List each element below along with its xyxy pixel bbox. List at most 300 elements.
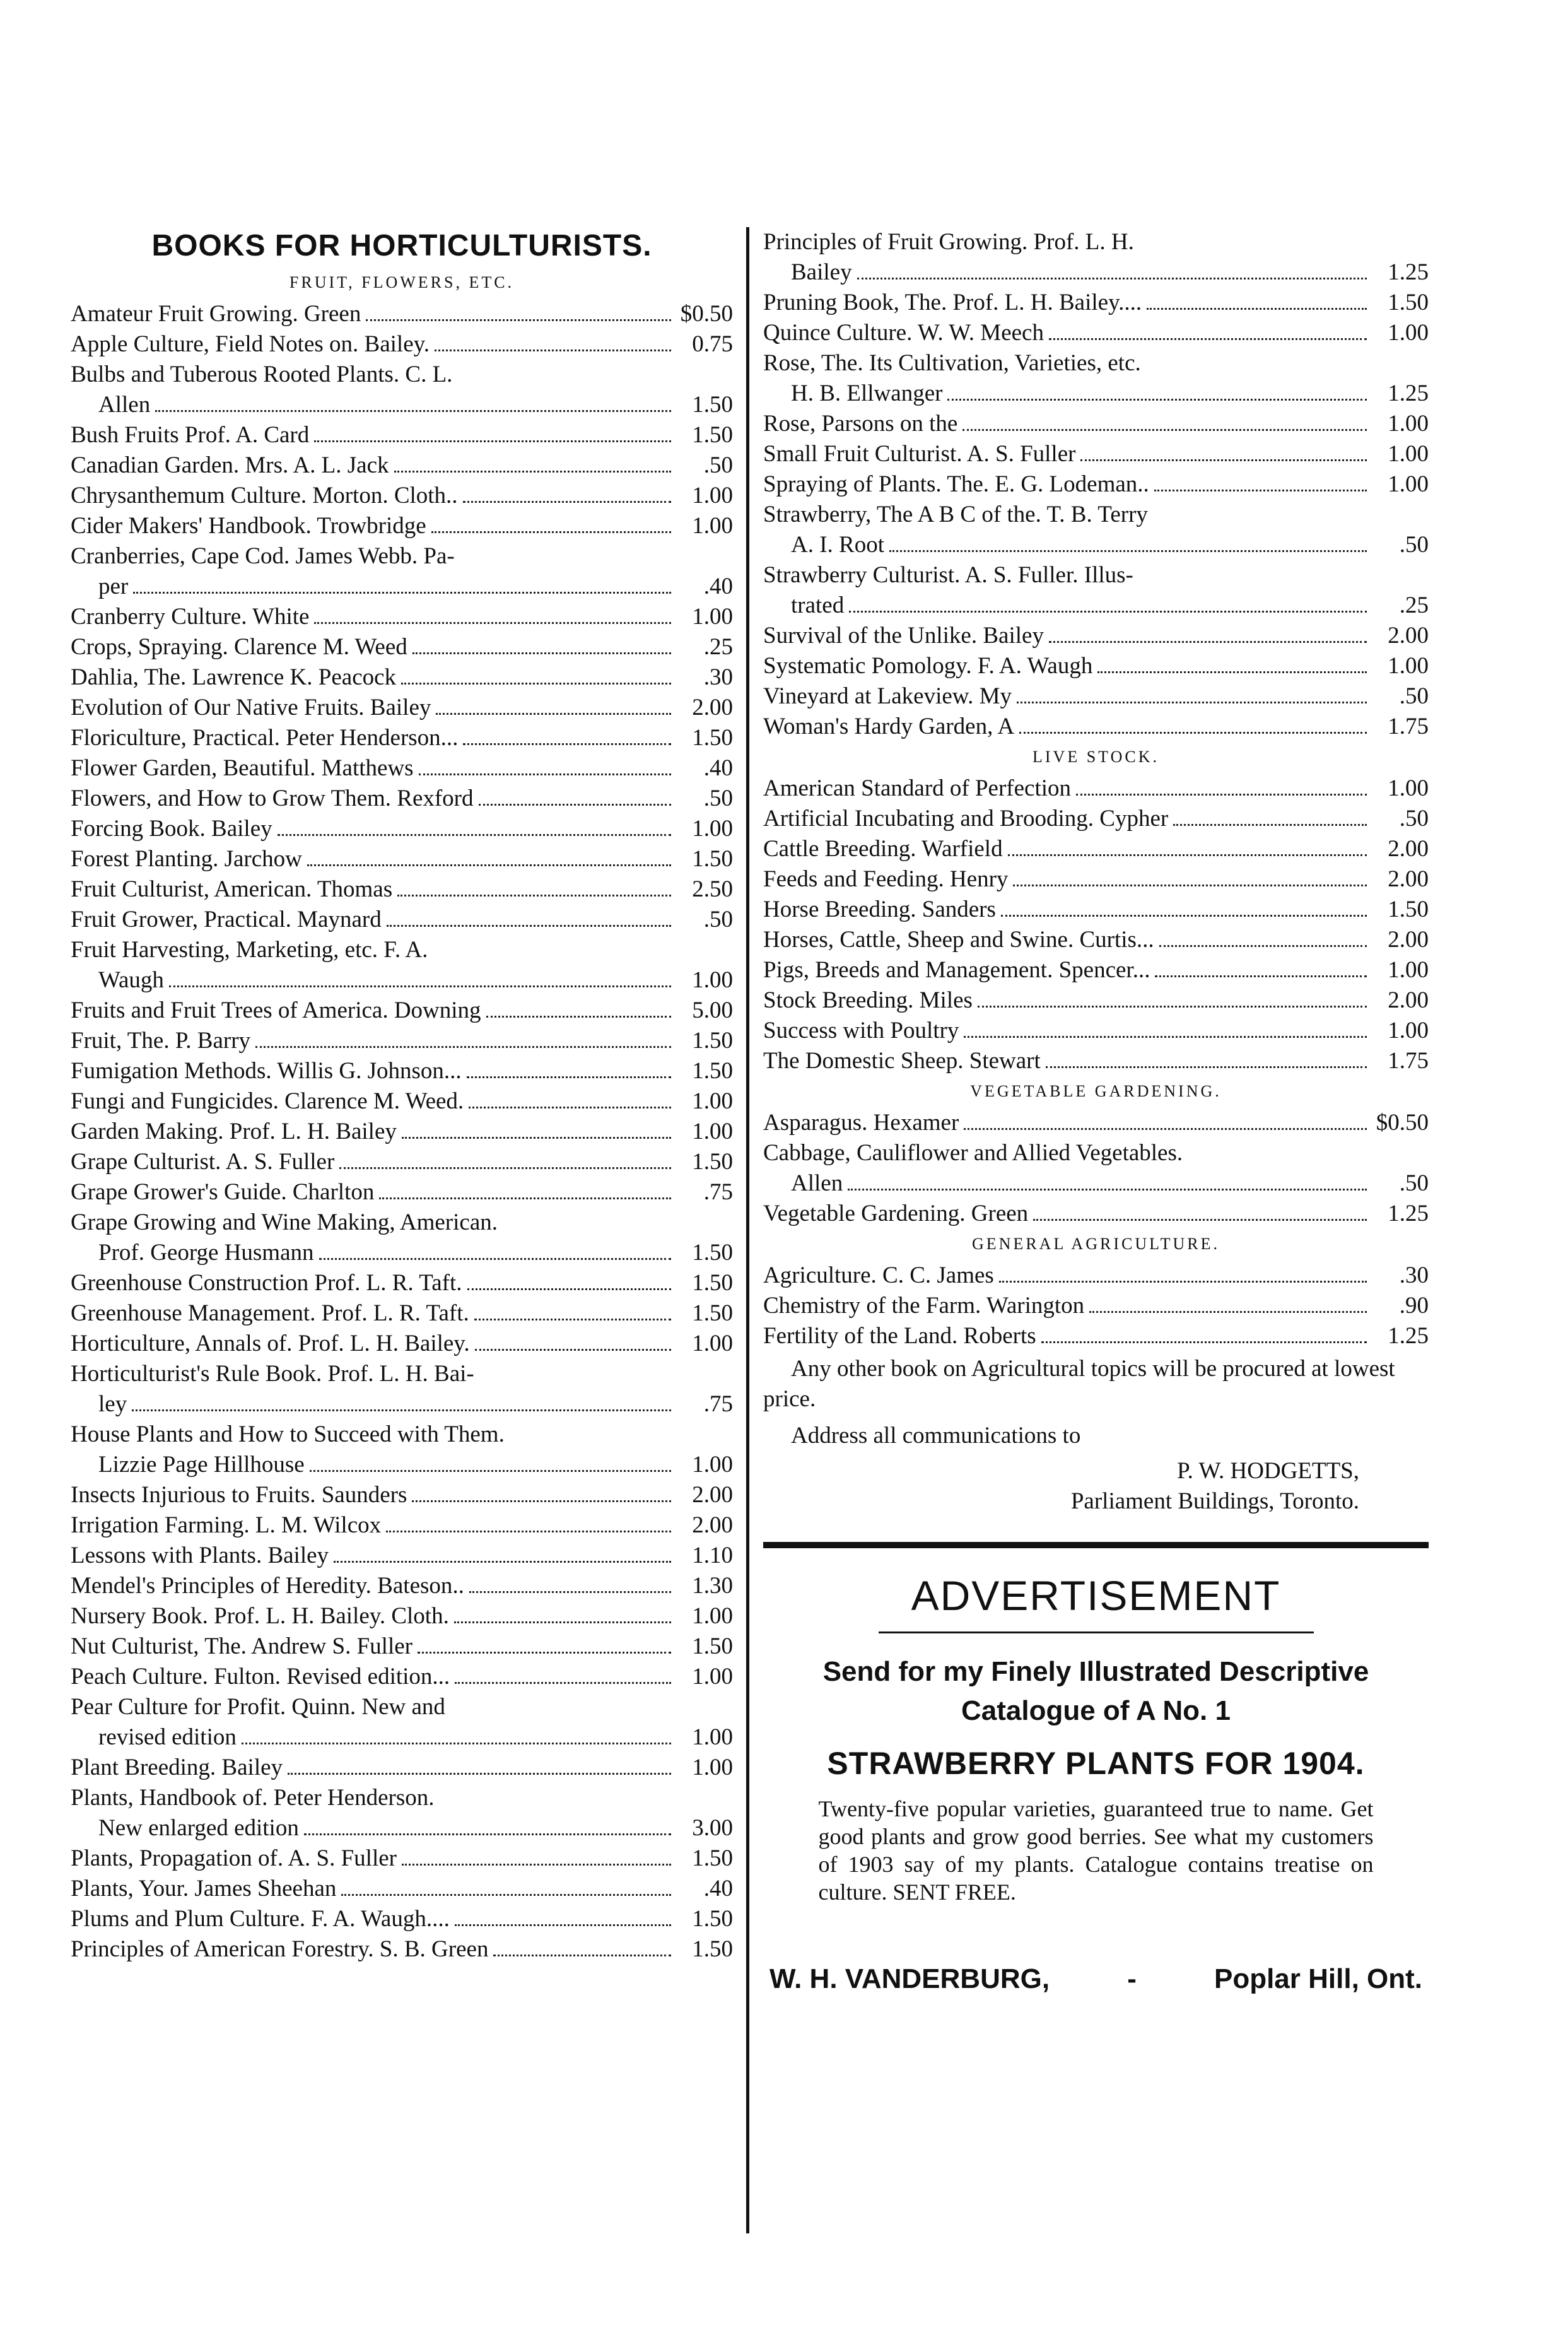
dot-leader [999,1281,1367,1283]
book-title: Rose, The. Its Cultivation, Varieties, etc. [763,350,1141,376]
dot-leader [1159,945,1367,947]
dot-leader [1097,671,1367,673]
book-price: 1.00 [1388,320,1429,346]
book-price: 1.50 [692,1633,733,1659]
book-title: Fungi and Fungicides. Clarence M. Weed. [71,1088,464,1114]
book-title: Pruning Book, The. Prof. L. H. Bailey.... [763,290,1142,315]
book-entry [763,288,1429,318]
book-price: .50 [703,452,733,478]
book-entry [763,1199,1429,1229]
advertiser-signature [763,1964,1429,1994]
book-entry [763,1016,1429,1046]
dot-leader [1033,1219,1367,1221]
book-entry [763,1108,1429,1138]
book-title: Horticulturist's Rule Book. Prof. L. H. Bai- [71,1361,474,1387]
book-entry [71,1086,733,1117]
book-price: 2.00 [692,695,733,720]
dot-leader [1013,885,1367,886]
book-title: Dahlia, The. Lawrence K. Peacock [71,664,397,690]
dot-leader [947,399,1367,401]
book-title: Greenhouse Management. Prof. L. R. Taft. [71,1300,469,1326]
book-entry [763,804,1429,834]
section-divider [763,1542,1429,1548]
book-price: 1.00 [692,513,733,539]
advertisement-body: Twenty-five popular varieties, guaranteed true to name. Get good plants and grow good berries. See what my customers of 1903 say of my plants. Catalogue contains treatise on culture. SENT FREE. [818,1796,1374,1905]
book-title: Crops, Spraying. Clarence M. Weed [71,634,407,660]
book-title: Vineyard at Lakeview. My [763,683,1012,709]
book-title: Fertility of the Land. Roberts [763,1323,1036,1349]
book-title: Fruit Grower, Practical. Maynard [71,907,382,932]
book-title: Principles of Fruit Growing. Prof. L. H. [763,229,1134,255]
book-price: 1.00 [692,1664,733,1690]
dot-leader [1155,975,1367,977]
book-title: Pear Culture for Profit. Quinn. New and [71,1694,445,1720]
book-price: 1.50 [1388,290,1429,315]
book-price: 1.25 [1388,1323,1429,1349]
dot-leader [304,1833,671,1835]
book-entry [71,1329,733,1359]
book-title: Horticulture, Annals of. Prof. L. H. Bailey. [71,1331,470,1356]
dot-leader [394,471,671,473]
dot-leader [1049,641,1367,643]
book-price: 1.50 [692,1058,733,1084]
book-price: .25 [1399,592,1429,618]
dot-leader [155,410,671,412]
book-entry [71,996,733,1026]
book-title: Small Fruit Culturist. A. S. Fuller [763,441,1076,467]
book-title-continuation-line [71,572,733,602]
dot-leader [857,278,1367,279]
book-title: Strawberry, The A B C of the. T. B. Terry [763,502,1148,527]
book-entry [71,632,733,662]
book-price: 1.30 [692,1573,733,1599]
book-entry [71,360,733,420]
book-title-continuation: Bailey [791,259,852,285]
book-entry [763,439,1429,469]
section-heading-vegetable-gardening: VEGETABLE GARDENING. [970,1082,1222,1100]
book-title: Forest Planting. Jarchow [71,846,302,872]
book-entry [71,1783,733,1843]
advertiser-name: W. H. VANDERBURG, [769,1963,1050,1994]
book-title-continuation: New enlarged edition [98,1815,299,1841]
book-entry [763,1046,1429,1076]
book-list-general-agriculture [763,1261,1429,1351]
book-entry [763,1291,1429,1321]
book-title: Cranberries, Cape Cod. James Webb. Pa- [71,543,455,569]
book-price: 1.00 [1388,411,1429,437]
book-title: Grape Growing and Wine Making, American. [71,1209,498,1235]
dot-leader [479,804,671,806]
book-title: Flower Garden, Beautiful. Matthews [71,755,414,781]
book-price: 1.25 [1388,1201,1429,1226]
dot-leader [278,834,671,836]
dot-leader [848,1189,1367,1191]
book-title-continuation: Allen [98,392,151,418]
dot-leader [463,501,671,503]
book-title: Nursery Book. Prof. L. H. Bailey. Cloth. [71,1603,449,1629]
book-title: Horses, Cattle, Sheep and Swine. Curtis... [763,927,1154,953]
book-title: Survival of the Unlike. Bailey [763,623,1044,649]
book-price: 0.75 [692,331,733,357]
book-entry [763,864,1429,895]
book-entry [71,1420,733,1480]
publisher-signature [763,1456,1429,1517]
book-entry [71,662,733,693]
book-entry [71,1510,733,1541]
dot-leader [401,683,671,685]
book-title: Principles of American Forestry. S. B. Green [71,1936,489,1962]
dot-leader [133,592,671,594]
book-title-continuation-line [763,530,1429,560]
dot-leader [474,1319,671,1320]
book-price: 1.50 [692,1240,733,1266]
book-price: 1.50 [692,846,733,872]
book-title: Chrysanthemum Culture. Morton. Cloth.. [71,483,458,509]
book-entry [71,1571,733,1601]
section-heading-fruit-flowers: FRUIT, FLOWERS, ETC. [289,273,515,291]
book-title: Canadian Garden. Mrs. A. L. Jack [71,452,389,478]
book-price: 1.00 [692,1088,733,1114]
dot-leader [379,1197,671,1199]
book-entry [71,511,733,541]
dot-leader [310,1470,671,1472]
book-price: 1.00 [692,1452,733,1478]
book-title-continuation: Prof. George Husmann [98,1240,314,1266]
book-entry [71,1541,733,1571]
book-title: Cattle Breeding. Warfield [763,836,1003,862]
book-entry [763,469,1429,500]
dot-leader [1154,490,1367,491]
dot-leader [319,1258,671,1260]
book-entry [763,985,1429,1016]
book-title: Chemistry of the Farm. Warington [763,1293,1085,1319]
book-entry [763,227,1429,288]
book-title: Amateur Fruit Growing. Green [71,301,361,327]
book-title-continuation: trated [791,592,845,618]
book-title: Woman's Hardy Garden, A [763,714,1015,739]
book-entry [71,1117,733,1147]
book-price: 1.00 [692,483,733,509]
dot-leader [964,1036,1367,1038]
book-price: 1.75 [1388,1048,1429,1074]
book-entry [71,1904,733,1934]
dot-leader [1049,338,1367,340]
book-entry [763,834,1429,864]
section-heading-live-stock: LIVE STOCK. [1033,748,1159,766]
dot-leader [455,1924,671,1926]
section-heading-general-agriculture: GENERAL AGRICULTURE. [972,1235,1220,1253]
book-entry [71,1208,733,1268]
dot-leader [288,1773,671,1775]
book-title-continuation: revised edition [98,1724,237,1750]
book-title-continuation: H. B. Ellwanger [791,380,943,406]
book-entry [763,925,1429,955]
book-price: 2.00 [1388,623,1429,649]
dot-leader [1076,794,1367,796]
book-title: Peach Culture. Fulton. Revised edition... [71,1664,450,1690]
dot-leader [454,1621,671,1623]
dot-leader [339,1167,671,1169]
book-price: 5.00 [692,997,733,1023]
signature-name: P. W. HODGETTS, [1177,1458,1359,1484]
dot-leader [307,864,671,866]
book-entry [763,712,1429,742]
book-title-continuation-line [71,965,733,996]
dot-leader [469,1591,671,1593]
book-title: American Standard of Perfection [763,775,1072,801]
book-price: .50 [703,907,733,932]
signature-address: Parliament Buildings, Toronto. [1070,1488,1359,1514]
book-title: Strawberry Culturist. A. S. Fuller. Illus- [763,562,1133,588]
advertisement-headline-2: Catalogue of A No. 1 [961,1695,1231,1726]
dot-leader [169,985,671,987]
book-title-continuation-line [71,390,733,420]
book-title: Cabbage, Cauliflower and Allied Vegetables. [763,1140,1183,1166]
book-title-continuation-line [71,1450,733,1480]
book-entry [763,1321,1429,1351]
book-title: Systematic Pomology. F. A. Waugh [763,653,1093,679]
book-price: 1.00 [1388,1018,1429,1044]
book-price: 1.00 [1388,471,1429,497]
book-title: The Domestic Sheep. Stewart [763,1048,1041,1074]
book-title: Fruit Culturist, American. Thomas [71,876,393,902]
book-price: 1.00 [692,604,733,630]
book-price: 1.00 [692,967,733,993]
book-price: 2.00 [1388,836,1429,862]
dot-leader [431,531,671,533]
book-title: Nut Culturist, The. Andrew S. Fuller [71,1633,412,1659]
book-entry [71,1874,733,1904]
dot-leader [314,440,671,442]
book-price: 1.00 [1388,441,1429,467]
book-title: Plant Breeding. Bailey [71,1755,283,1780]
book-title-continuation: Waugh [98,967,164,993]
book-price: 2.50 [692,876,733,902]
book-entry [71,905,733,935]
book-entry [71,1147,733,1177]
book-entry [71,1177,733,1208]
book-entry [71,1298,733,1329]
dot-leader [412,652,671,654]
book-title: Bush Fruits Prof. A. Card [71,422,310,448]
book-title: Feeds and Feeding. Henry [763,866,1009,892]
dot-leader [978,1006,1367,1008]
book-entry [71,481,733,511]
dot-leader [1019,732,1367,734]
book-price: .50 [1399,683,1429,709]
book-title: Cider Makers' Handbook. Trowbridge [71,513,426,539]
dot-leader [467,1076,671,1078]
book-title: Stock Breeding. Miles [763,987,973,1013]
book-title: Irrigation Farming. L. M. Wilcox [71,1512,382,1538]
book-entry [763,681,1429,712]
book-title: Lessons with Plants. Bailey [71,1543,329,1568]
book-title: Grape Culturist. A. S. Fuller [71,1149,335,1175]
dot-leader [493,1955,671,1956]
dot-leader [1008,854,1367,856]
dot-leader [469,1107,671,1108]
book-title: Vegetable Gardening. Green [763,1201,1029,1226]
book-price: 2.00 [1388,927,1429,953]
column-divider [746,227,749,2233]
book-title: Fruit, The. P. Barry [71,1028,251,1054]
book-title: Fumigation Methods. Willis G. Johnson... [71,1058,462,1084]
book-price: 1.00 [692,1724,733,1750]
book-title: Success with Poultry [763,1018,959,1044]
book-title: Plants, Your. James Sheehan [71,1876,337,1902]
book-price: 1.25 [1388,259,1429,285]
book-price: .25 [703,634,733,660]
book-entry [71,1843,733,1874]
book-price: 1.50 [692,1028,733,1054]
book-entry [763,651,1429,681]
book-entry [71,1056,733,1086]
dot-leader [964,1128,1367,1130]
dot-leader [1001,915,1367,917]
advertiser-location: Poplar Hill, Ont. [1214,1963,1422,1994]
dot-leader [387,925,671,927]
book-price: .50 [1399,806,1429,832]
dot-leader [341,1894,671,1896]
book-title-continuation-line [71,1722,733,1753]
book-price: .30 [703,664,733,690]
book-entry [71,1662,733,1692]
book-price: .75 [703,1391,733,1417]
book-entry [71,1934,733,1965]
book-title: Insects Injurious to Fruits. Saunders [71,1482,407,1508]
book-price: 1.00 [692,1755,733,1780]
book-entry [71,1601,733,1632]
right-column [763,227,1429,1994]
book-price: 1.75 [1388,714,1429,739]
book-price: 1.10 [692,1543,733,1568]
book-price: 2.00 [692,1512,733,1538]
book-title: Apple Culture, Field Notes on. Bailey. [71,331,430,357]
book-title: Forcing Book. Bailey [71,816,272,842]
book-title-continuation-line [763,1168,1429,1199]
book-price: .50 [703,785,733,811]
book-title: Grape Grower's Guide. Charlton [71,1179,375,1205]
book-title-continuation-line [763,257,1429,288]
book-entry [763,560,1429,621]
book-price: .30 [1399,1262,1429,1288]
book-title: Fruit Harvesting, Marketing, etc. F. A. [71,937,428,963]
book-title: Plums and Plum Culture. F. A. Waugh.... [71,1906,450,1932]
book-entry [71,784,733,814]
book-price: .40 [703,573,733,599]
book-title: Evolution of Our Native Fruits. Bailey [71,695,431,720]
book-title: Bulbs and Tuberous Rooted Plants. C. L. [71,362,453,387]
advertiser-separator: - [1127,1963,1137,1994]
book-price: 1.50 [1388,897,1429,922]
book-price: .50 [1399,1170,1429,1196]
book-price: .40 [703,755,733,781]
dot-leader [849,611,1367,613]
book-price: 1.00 [1388,957,1429,983]
dot-leader [1173,824,1367,826]
dot-leader [419,773,671,775]
book-entry [71,753,733,784]
dot-leader [366,319,671,321]
book-entry [71,329,733,360]
book-list-fruit-continued [763,227,1429,742]
book-title: Horse Breeding. Sanders [763,897,996,922]
dot-leader [1046,1066,1367,1068]
book-title: Quince Culture. W. W. Meech [763,320,1044,346]
book-price: 1.50 [692,1300,733,1326]
book-price: 1.00 [1388,775,1429,801]
book-entry [71,1359,733,1420]
dot-leader [386,1531,671,1532]
book-title-continuation: per [98,573,129,599]
advertisement-title-underline [879,1632,1314,1633]
book-price: 1.50 [692,422,733,448]
dot-leader [435,350,671,351]
left-column [71,227,733,1965]
book-title: Asparagus. Hexamer [763,1110,959,1136]
page-title: BOOKS FOR HORTICULTURISTS. [151,229,652,262]
book-entry [71,450,733,481]
book-title-continuation: Lizzie Page Hillhouse [98,1452,305,1478]
dot-leader [255,1046,671,1048]
dot-leader [1017,702,1367,703]
book-entry [71,723,733,753]
dot-leader [475,1349,671,1351]
book-entry [763,409,1429,439]
book-entry [763,500,1429,560]
book-entry [71,935,733,996]
book-price: 1.25 [1388,380,1429,406]
book-title-continuation-line [763,379,1429,409]
book-price: 1.50 [692,1270,733,1296]
dot-leader [467,1288,672,1290]
book-entry [71,1692,733,1753]
book-entry [71,1026,733,1056]
book-entry [763,1261,1429,1291]
book-list-vegetable-gardening [763,1108,1429,1229]
book-entry [763,318,1429,348]
book-price: 2.00 [692,1482,733,1508]
dot-leader [436,713,671,715]
book-title: Pigs, Breeds and Management. Spencer... [763,957,1150,983]
book-entry [71,1632,733,1662]
book-title-continuation-line [71,1389,733,1420]
book-price: 3.00 [692,1815,733,1841]
book-title-continuation: ley [98,1391,127,1417]
book-entry [763,955,1429,985]
book-price: 1.50 [692,725,733,751]
book-title: Artificial Incubating and Brooding. Cypher [763,806,1169,832]
book-entry [763,895,1429,925]
dot-leader [1089,1311,1367,1313]
book-price: 1.00 [692,1603,733,1629]
book-title: Mendel's Principles of Heredity. Bateson.. [71,1573,464,1599]
book-entry [763,621,1429,651]
book-title: Spraying of Plants. The. E. G. Lodeman.. [763,471,1149,497]
book-entry [71,541,733,602]
book-title: Plants, Propagation of. A. S. Fuller [71,1845,397,1871]
book-price: .90 [1399,1293,1429,1319]
book-list-fruit-flowers [71,299,733,1965]
dot-leader [455,1682,671,1684]
book-price: 2.00 [1388,866,1429,892]
other-books-note: Any other book on Agricultural topics will be procured at lowest price. [763,1356,1395,1412]
dot-leader [397,895,671,897]
book-price: .50 [1399,532,1429,558]
dot-leader [418,1652,671,1654]
dot-leader [486,1016,671,1018]
advertisement-headline-1: Send for my Finely Illustrated Descriptive [822,1656,1369,1687]
